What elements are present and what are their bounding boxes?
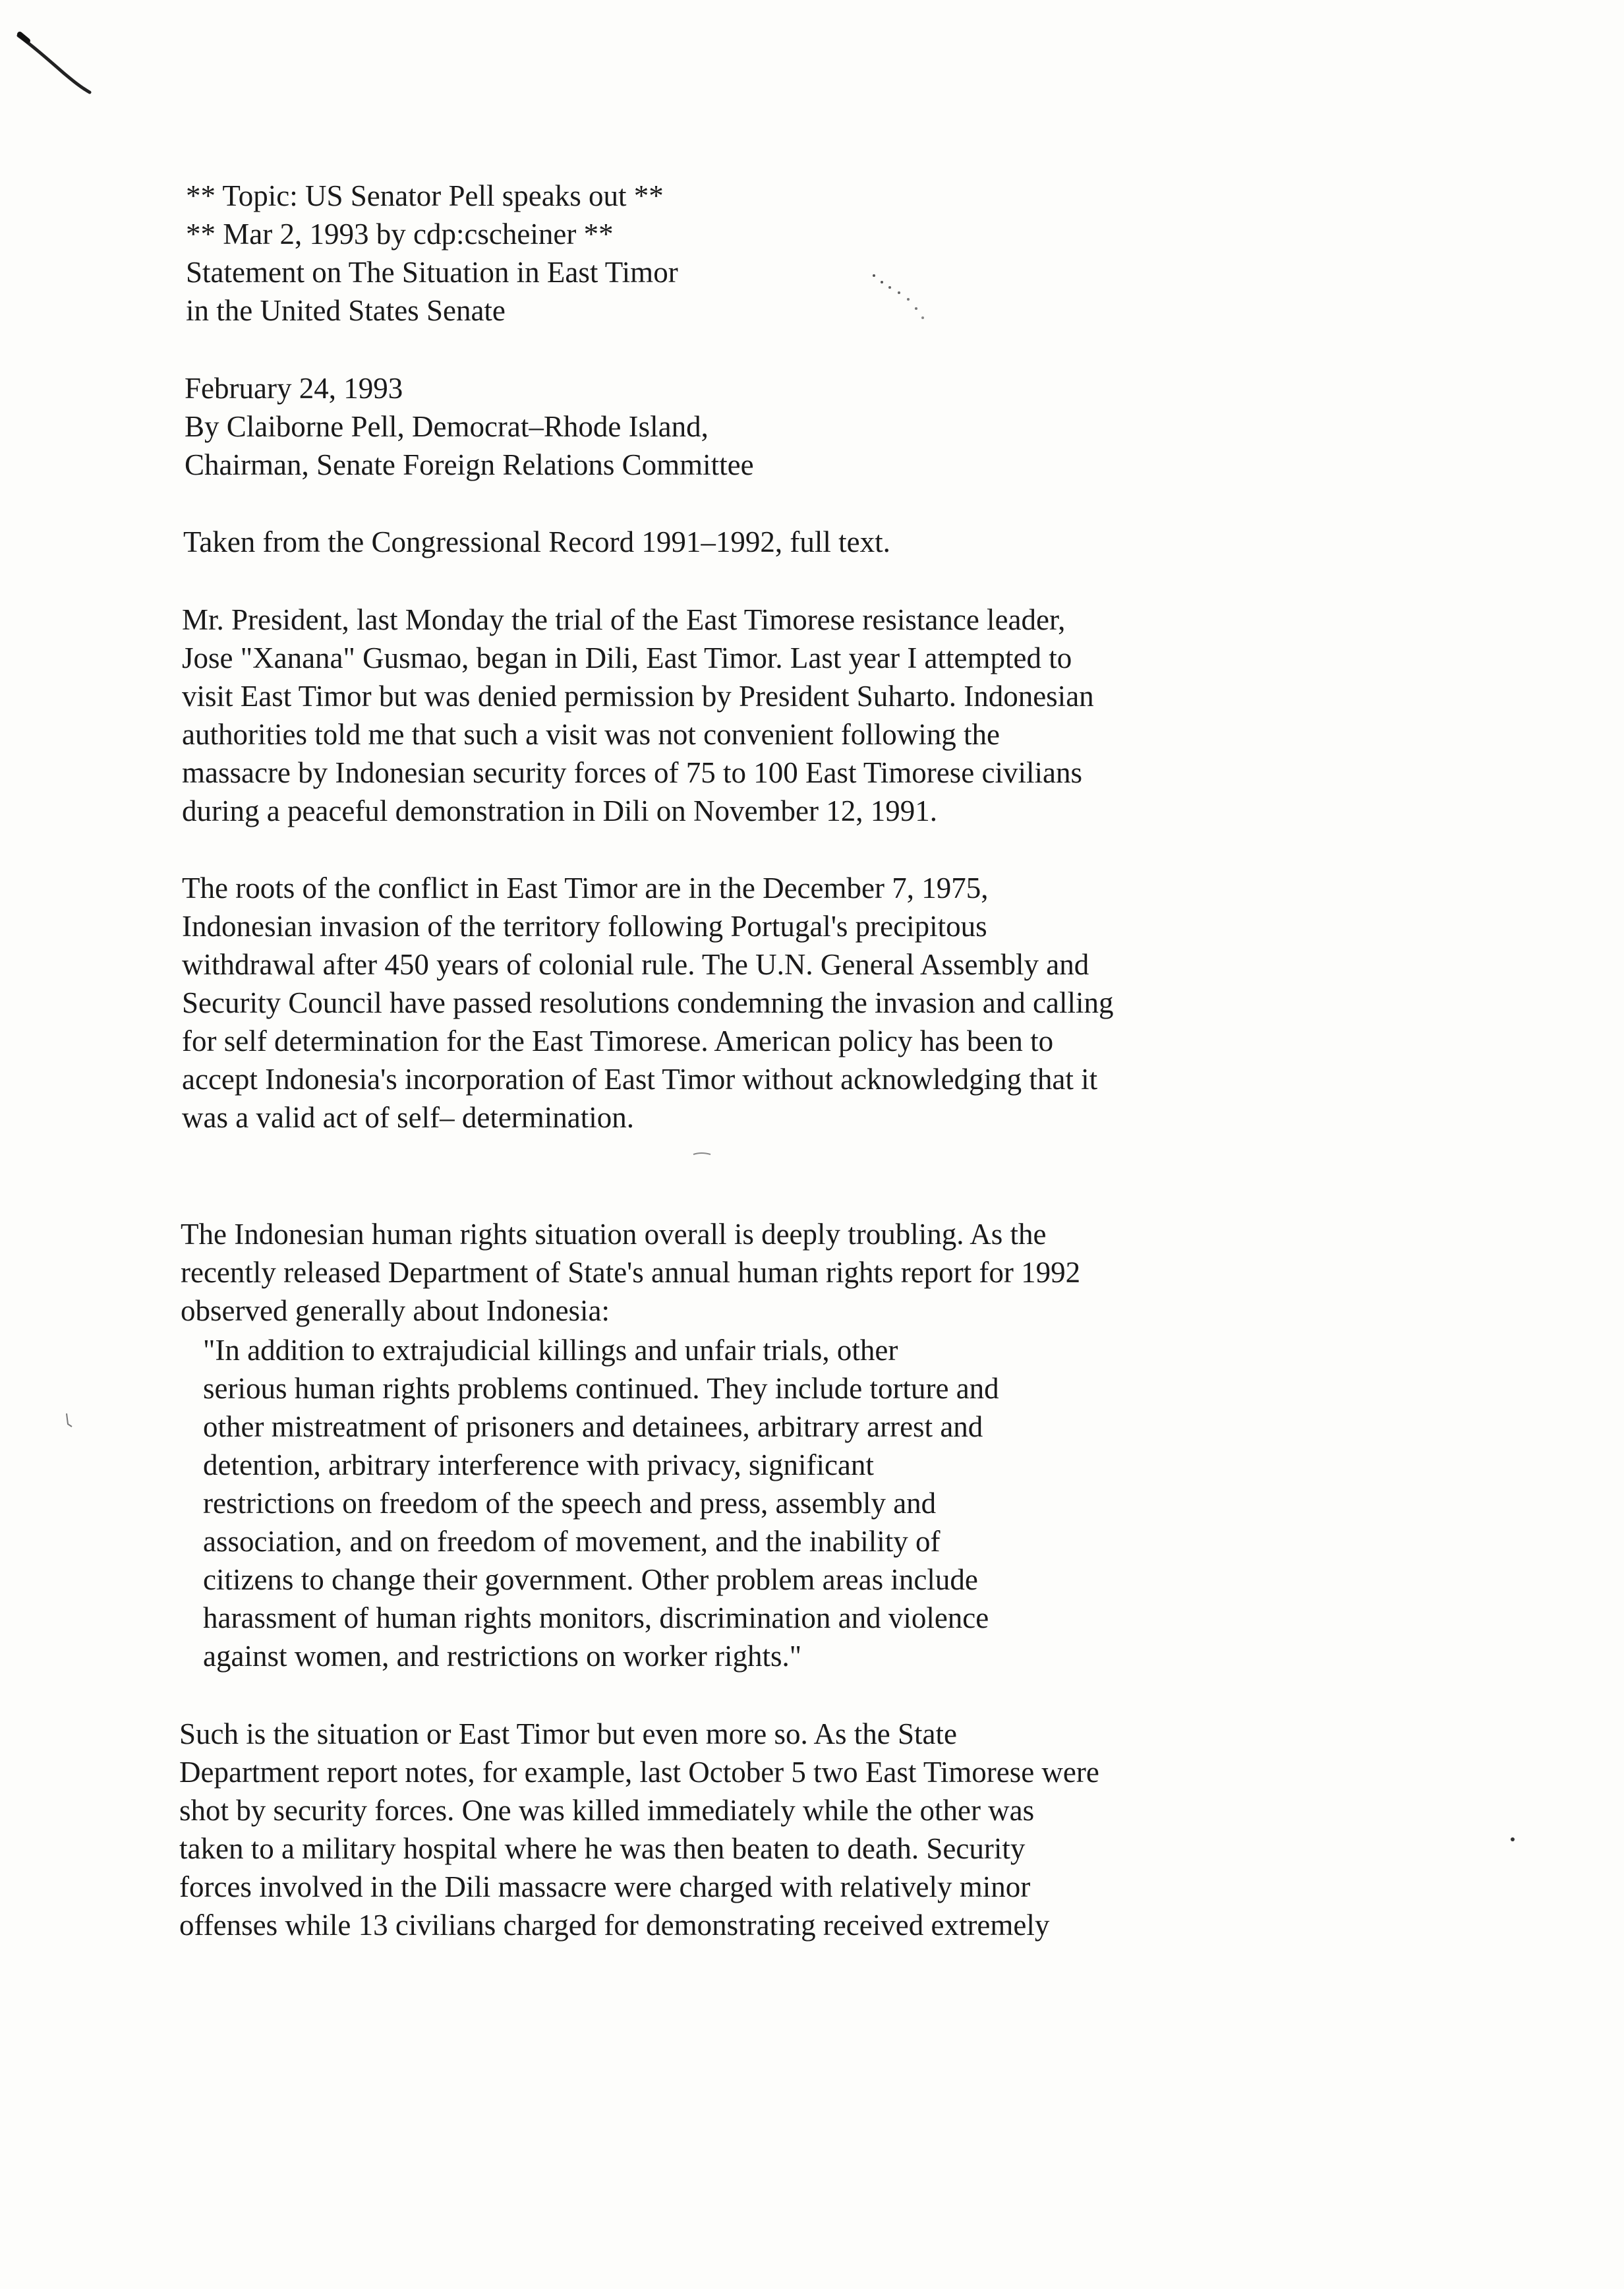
- paragraph-line: massacre by Indonesian security forces of 75 to 100 East Timorese civilians: [182, 756, 1082, 789]
- byline-block: [185, 369, 754, 484]
- quote-line: detention, arbitrary interference with privacy, significant: [203, 1448, 874, 1481]
- paragraph-line: recently released Department of State's annual human rights report for 1992: [181, 1256, 1081, 1289]
- paragraph-2: [182, 869, 1113, 1137]
- quote-line: restrictions on freedom of the speech and press, assembly and: [203, 1487, 937, 1520]
- quote-line: other mistreatment of prisoners and detainees, arbitrary arrest and: [203, 1410, 983, 1443]
- paragraph-line: during a peaceful demonstration in Dili on November 12, 1991.: [182, 794, 937, 827]
- paragraph-line: accept Indonesia's incorporation of East Timor without acknowledging that it: [182, 1063, 1098, 1096]
- paragraph-line: withdrawal after 450 years of colonial rule. The U.N. General Assembly and: [182, 948, 1089, 981]
- paragraph-line: Security Council have passed resolutions condemning the invasion and calling: [182, 986, 1114, 1019]
- paragraph-line: Mr. President, last Monday the trial of the East Timorese resistance leader,: [182, 603, 1066, 636]
- quote-line: association, and on freedom of movement, and the inability of: [203, 1525, 941, 1558]
- byline-date: February 24, 1993: [185, 372, 403, 405]
- header-date-line: ** Mar 2, 1993 by cdp:cscheiner **: [186, 218, 614, 251]
- scan-dots-mark: [870, 270, 929, 323]
- quote-line: against women, and restrictions on worker rights.": [203, 1640, 802, 1673]
- paragraph-line: Jose "Xanana" Gusmao, began in Dili, East Timor. Last year I attempted to: [182, 641, 1072, 674]
- header-subtitle-line: in the United States Senate: [186, 294, 506, 327]
- header-block: [186, 177, 678, 330]
- scan-margin-mark: [63, 1411, 76, 1431]
- source-note: [183, 523, 890, 561]
- header-title-line: Statement on The Situation in East Timor: [186, 256, 678, 289]
- paragraph-line: forces involved in the Dili massacre were charged with relatively minor: [179, 1870, 1031, 1903]
- paragraph-line: taken to a military hospital where he was then beaten to death. Security: [179, 1832, 1026, 1865]
- paragraph-line: authorities told me that such a visit was not convenient following the: [182, 718, 1000, 751]
- paragraph-line: The roots of the conflict in East Timor are in the December 7, 1975,: [182, 872, 989, 905]
- paragraph-line: observed generally about Indonesia:: [181, 1294, 610, 1327]
- paragraph-line: Such is the situation or East Timor but even more so. As the State: [179, 1717, 957, 1750]
- quote-line: harassment of human rights monitors, discrimination and violence: [203, 1601, 989, 1634]
- quote-line: citizens to change their government. Other problem areas include: [203, 1563, 978, 1596]
- byline-author: By Claiborne Pell, Democrat–Rhode Island,: [185, 410, 709, 443]
- paragraph-line: Department report notes, for example, last October 5 two East Timorese were: [179, 1756, 1099, 1789]
- quote-line: serious human rights problems continued. They include torture and: [203, 1372, 999, 1405]
- paragraph-line: Indonesian invasion of the territory following Portugal's precipitous: [182, 910, 987, 943]
- paragraph-line: was a valid act of self– determination.: [182, 1101, 635, 1134]
- source-note-line: Taken from the Congressional Record 1991–1992, full text.: [183, 525, 890, 558]
- paragraph-3: [181, 1215, 1080, 1330]
- scan-tiny-mark: [692, 1150, 712, 1157]
- quote-line: "In addition to extrajudicial killings and unfair trials, other: [203, 1334, 898, 1367]
- block-quote: [203, 1331, 999, 1675]
- paragraph-line: shot by security forces. One was killed immediately while the other was: [179, 1794, 1035, 1827]
- paragraph-4: [179, 1715, 1099, 1944]
- byline-role: Chairman, Senate Foreign Relations Committee: [185, 448, 754, 481]
- paragraph-line: visit East Timor but was denied permission by President Suharto. Indonesian: [182, 680, 1094, 713]
- paragraph-1: [182, 601, 1094, 830]
- header-topic-line: ** Topic: US Senator Pell speaks out **: [186, 179, 664, 212]
- paragraph-line: The Indonesian human rights situation overall is deeply troubling. As the: [181, 1218, 1047, 1251]
- paragraph-line: offenses while 13 civilians charged for demonstrating received extremely: [179, 1909, 1050, 1942]
- scan-stroke-mark: [13, 26, 99, 99]
- scan-edge-dot: [1509, 1836, 1516, 1843]
- paragraph-line: for self determination for the East Timorese. American policy has been to: [182, 1025, 1054, 1057]
